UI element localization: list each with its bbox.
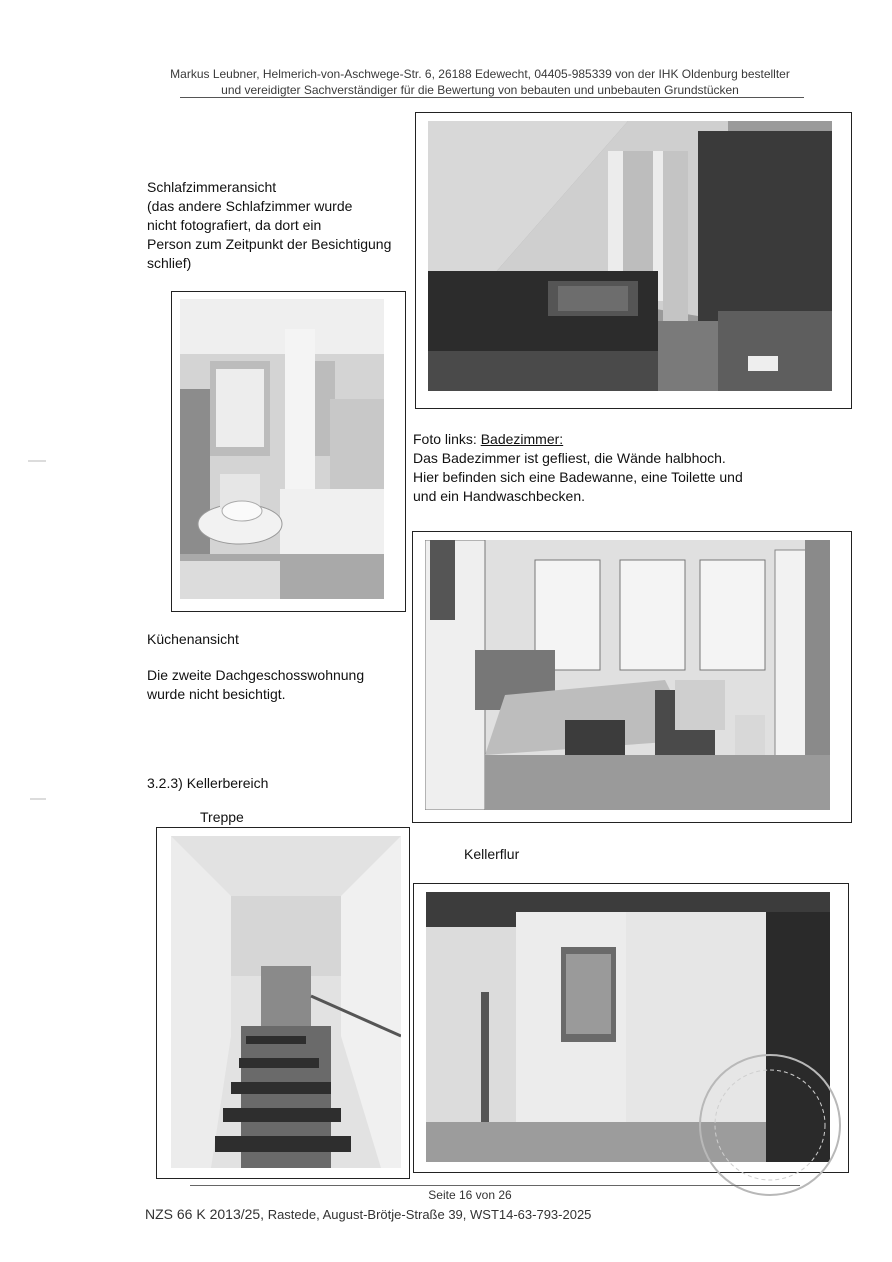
header-divider [180,97,804,98]
bedroom-caption-line: nicht fotografiert, da dort ein [147,217,322,233]
bedroom-caption-line: schlief) [147,255,192,271]
bathroom-caption-line: Das Badezimmer ist gefliest, die Wände halbhoch. [413,450,726,466]
bedroom-caption-title: Schlafzimmeransicht [147,179,277,195]
bathroom-caption [413,430,833,506]
case-reference [145,1206,591,1222]
stairs-photo [171,836,401,1168]
bedroom-caption-line: (das andere Schlafzimmer wurde [147,198,353,214]
attic-note-line: Die zweite Dachgeschosswohnung [147,667,365,683]
bathroom-caption-title-line [413,430,833,449]
bathroom-photo [180,299,384,599]
stairs-caption: Treppe [200,809,244,825]
basement-hall-caption: Kellerflur [464,846,520,862]
document-header [120,66,840,98]
attic-note-line: wurde nicht besichtigt. [147,686,286,702]
stairs-photo-frame [156,827,410,1179]
bathroom-photo-frame [171,291,406,612]
bedroom-caption-line: Person zum Zeitpunkt der Besichtigung [147,236,392,252]
bathroom-caption-line: Hier befinden sich eine Badewanne, eine Toilette und [413,469,743,485]
property-reference: Rastede, August-Brötje-Straße 39, WST14-63-793-2025 [264,1207,592,1222]
header-line-2: und vereidigter Sachverständiger für die Bewertung von bebauten und unbebauten Grundstücken [221,83,739,97]
bedroom-photo-frame [415,112,852,409]
footer-divider [190,1185,800,1186]
attic-note [147,666,407,704]
page-number: Seite 16 von 26 [428,1188,512,1202]
bedroom-photo [428,121,832,391]
header-line-1: Markus Leubner, Helmerich-von-Aschwege-Str. 6, 26188 Edewecht, 04405-985339 von der IHK Oldenburg bestellter [170,67,790,81]
bathroom-caption-line: und ein Handwaschbecken. [413,488,586,504]
bathroom-caption-prefix: Foto links: [413,431,481,447]
scan-mark [28,460,46,462]
kitchen-photo-frame [412,531,852,823]
kitchen-caption: Küchenansicht [147,631,239,647]
bedroom-caption [147,178,417,273]
bathroom-caption-title: Badezimmer: [480,431,564,447]
kitchen-photo [425,540,830,810]
case-number: NZS 66 K 2013/25, [145,1206,265,1222]
section-heading-kellerbereich: 3.2.3) Kellerbereich [147,775,269,791]
scan-mark [30,798,46,800]
